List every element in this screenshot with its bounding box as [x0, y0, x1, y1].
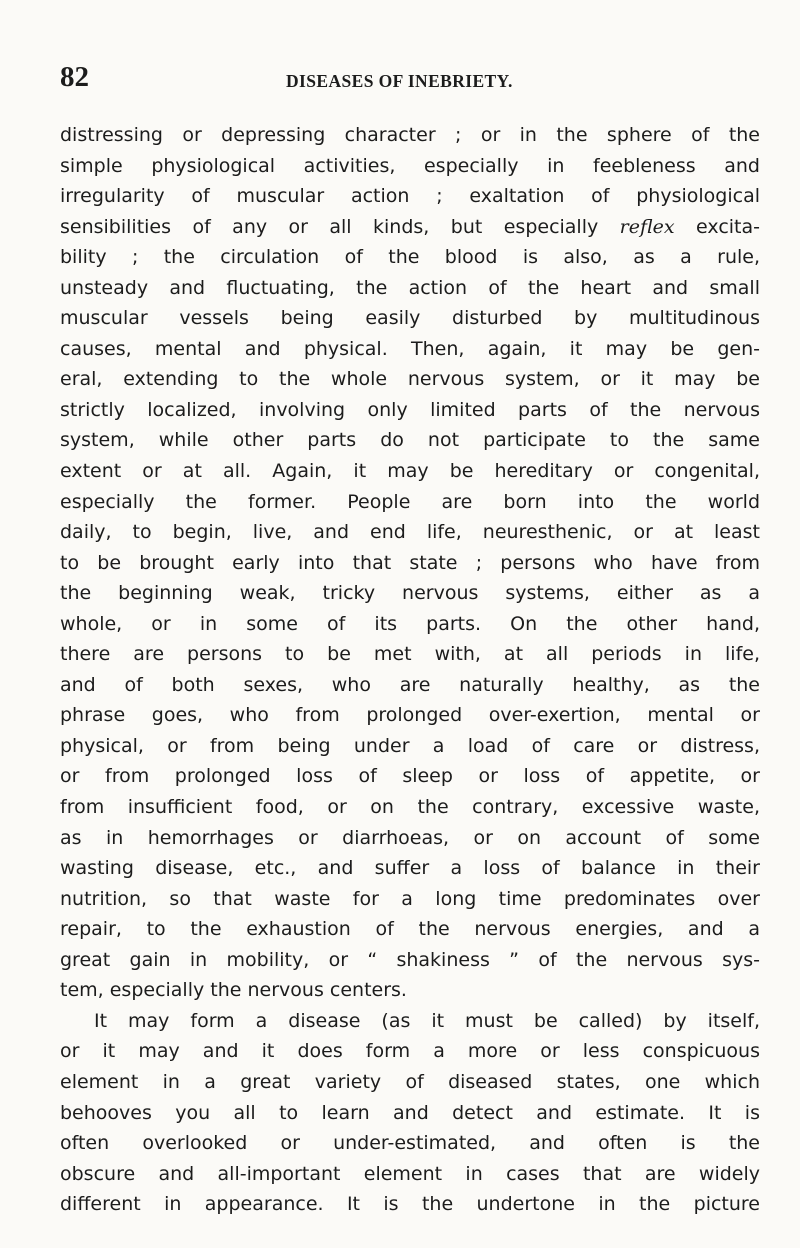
text-line: daily, to begin, live, and end life, neuresthenic, or at least [60, 521, 760, 544]
text-line: nutrition, so that waste for a long time predominates over [60, 887, 760, 910]
text-line: simple physiological activities, especially in feebleness and [60, 154, 760, 177]
text-line: or it may and it does form a more or less conspicuous [60, 1040, 760, 1063]
text-line: wasting disease, etc., and suffer a loss of balance in their [60, 857, 760, 880]
page-header [60, 57, 760, 97]
text-line: bility ; the circulation of the blood is also, as a rule, [60, 246, 760, 269]
text-line: physical, or from being under a load of care or distress, [60, 734, 760, 757]
text-line: or from prolonged loss of sleep or loss of appetite, or [60, 765, 760, 788]
text-line: from insufficient food, or on the contrary, excessive waste, [60, 796, 760, 819]
text-line: element in a great variety of diseased states, one which [60, 1070, 760, 1093]
text-line: It may form a disease (as it must be called) by itself, [94, 1009, 760, 1032]
body-text [60, 120, 760, 1220]
text-line: extent or at all. Again, it may be hereditary or congenital, [60, 460, 760, 483]
text-line: phrase goes, who from prolonged over-exertion, mental or [60, 704, 760, 727]
text-line: especially the former. People are born into the world [60, 490, 760, 513]
text-segment: sensibilities of any or all kinds, but especially [60, 215, 599, 238]
text-line: distressing or depressing character ; or in the sphere of the [60, 124, 760, 146]
text-line: tem, especially the nervous centers. [60, 979, 407, 1002]
text-line: repair, to the exhaustion of the nervous energies, and a [60, 918, 760, 941]
text-line: and of both sexes, who are naturally healthy, as the [60, 673, 760, 696]
text-line: different in appearance. It is the undertone in the picture [60, 1193, 760, 1216]
text-segment: excita- [674, 215, 761, 238]
text-line: eral, extending to the whole nervous system, or it may be [60, 368, 760, 391]
text-line: whole, or in some of its parts. On the other hand, [60, 612, 760, 635]
text-line: muscular vessels being easily disturbed by multitudinous [60, 307, 760, 330]
text-line: obscure and all-important element in cases that are widely [60, 1162, 760, 1185]
text-line: as in hemorrhages or diarrhoeas, or on account of some [60, 826, 760, 849]
text-line-with-italic [60, 212, 760, 243]
text-line: there are persons to be met with, at all periods in life, [60, 643, 760, 666]
text-line: causes, mental and physical. Then, again, it may be gen- [60, 337, 760, 360]
running-title: DISEASES OF INEBRIETY. [286, 71, 513, 91]
text-line: often overlooked or under-estimated, and often is the [60, 1132, 760, 1155]
text-line: the beginning weak, tricky nervous systems, either as a [60, 582, 760, 605]
text-line: system, while other parts do not participate to the same [60, 429, 760, 452]
text-line: behooves you all to learn and detect and estimate. It is [60, 1101, 760, 1124]
italic-word: reflex [619, 215, 675, 238]
text-line: strictly localized, involving only limited parts of the nervous [60, 398, 760, 421]
text-line: unsteady and fluctuating, the action of the heart and small [60, 276, 760, 299]
text-line: irregularity of muscular action ; exaltation of physiological [60, 185, 760, 208]
text-line: to be brought early into that state ; persons who have from [60, 551, 760, 574]
page-number: 82 [60, 61, 89, 93]
text-line: great gain in mobility, or “ shakiness ” of the nervous sys- [60, 948, 760, 971]
